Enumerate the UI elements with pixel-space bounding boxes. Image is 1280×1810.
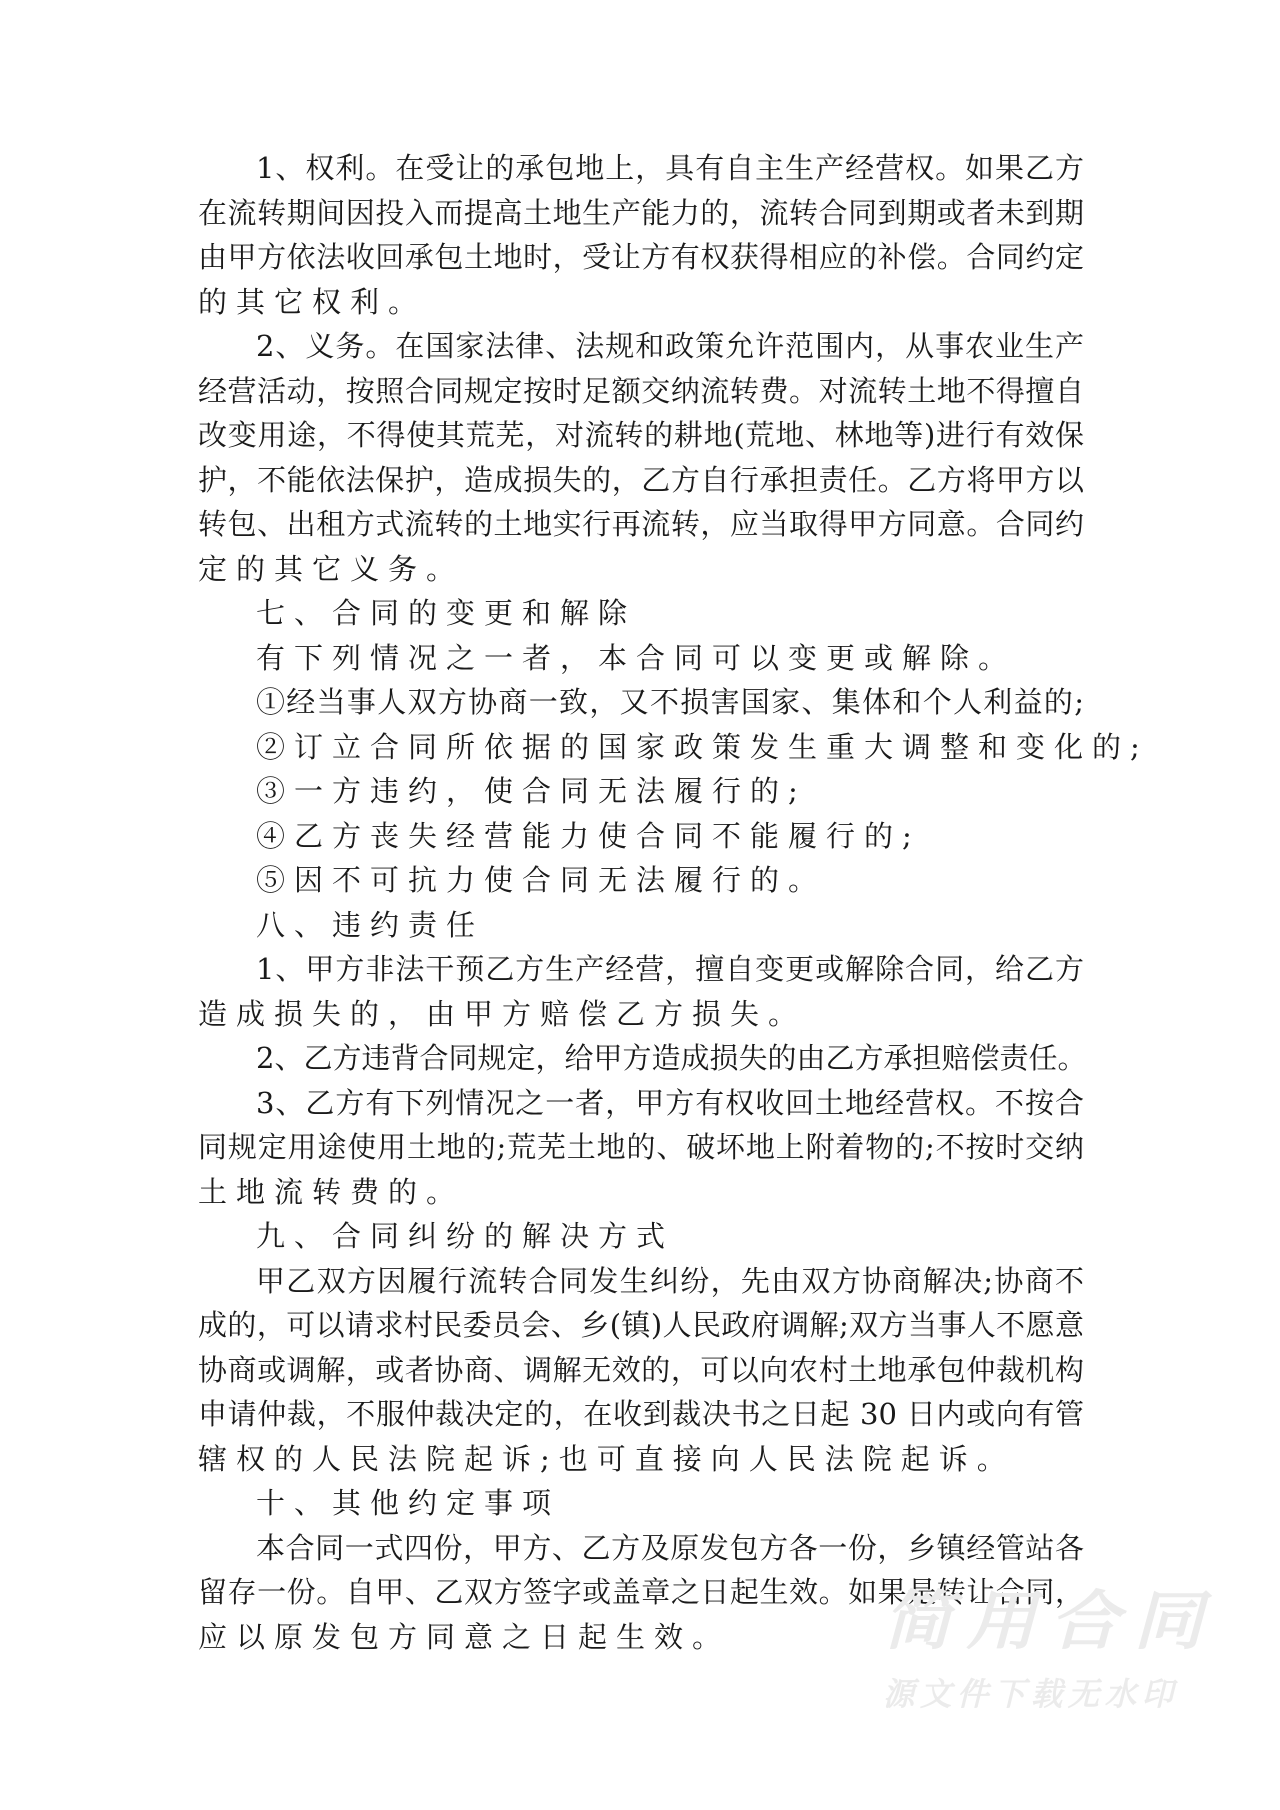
paragraph-line: 土地流转费的。 (198, 1174, 465, 1209)
list-item: ③一方违约，使合同无法履行的; (256, 774, 807, 808)
paragraph-line: 造成损失的，由甲方赔偿乙方损失。 (198, 996, 807, 1031)
section-heading: 九、合同纠纷的解决方式 (256, 1219, 675, 1253)
paragraph-line: 本合同一式四份，甲方、乙方及原发包方各一份，乡镇经管站各 (256, 1530, 1084, 1565)
paragraph-line: 2、义务。在国家法律、法规和政策允许范围内，从事农业生产 (256, 329, 1084, 363)
paragraph-line: 1、权利。在受让的承包地上，具有自主生产经营权。如果乙方 (256, 151, 1084, 185)
paragraph-line: 协商或调解，或者协商、调解无效的，可以向农村土地承包仲裁机构 (198, 1352, 1084, 1387)
paragraph-line: 留存一份。自甲、乙双方签字或盖章之日起生效。如果是转让合同， (198, 1575, 1084, 1609)
list-item: ②订立合同所依据的国家政策发生重大调整和变化的; (256, 729, 1149, 764)
paragraph-line: 护，不能依法保护，造成损失的，乙方自行承担责任。乙方将甲方以 (198, 462, 1084, 497)
section-heading: 十、其他约定事项 (256, 1486, 561, 1520)
paragraph-line: 3、乙方有下列情况之一者，甲方有权收回土地经营权。不按合 (256, 1085, 1084, 1120)
paragraph-line: 有下列情况之一者，本合同可以变更或解除。 (256, 640, 1017, 675)
paragraph-line: 在流转期间因投入而提高土地生产能力的，流转合同到期或者未到期 (198, 195, 1084, 230)
paragraph-line: 经营活动，按照合同规定按时足额交纳流转费。对流转土地不得擅自 (198, 373, 1084, 408)
paragraph-line: 应以原发包方同意之日起生效。 (198, 1619, 731, 1654)
paragraph-line: 申请仲裁，不服仲裁决定的，在收到裁决书之日起 30 日内或向有管 (198, 1397, 1084, 1431)
paragraph-line: 2、乙方违背合同规定，给甲方造成损失的由乙方承担赔偿责任。 (256, 1041, 1087, 1075)
watermark-tagline: 源文件下载无水印 (883, 1675, 1174, 1713)
section-heading: 八、违约责任 (256, 907, 485, 942)
paragraph-line: 由甲方依法收回承包土地时，受让方有权获得相应的补偿。合同约定 (198, 240, 1084, 274)
paragraph-line: 的其它权利。 (198, 284, 427, 319)
paragraph-line: 1、甲方非法干预乙方生产经营，擅自变更或解除合同，给乙方 (256, 952, 1084, 986)
contract-body (198, 146, 1149, 1659)
list-item: ①经当事人双方协商一致，又不损害国家、集体和个人利益的; (256, 685, 1084, 719)
paragraph-line: 转包、出租方式流转的土地实行再流转，应当取得甲方同意。合同约 (198, 507, 1084, 541)
list-item: ④乙方丧失经营能力使合同不能履行的; (256, 818, 921, 853)
paragraph-line: 改变用途，不得使其荒芜，对流转的耕地(荒地、林地等)进行有效保 (198, 418, 1084, 452)
section-heading: 七、合同的变更和解除 (256, 596, 637, 630)
paragraph-line: 定的其它义务。 (198, 551, 465, 586)
paragraph-line: 甲乙双方因履行流转合同发生纠纷，先由双方协商解决;协商不 (256, 1263, 1084, 1298)
paragraph-line: 成的，可以请求村民委员会、乡(镇)人民政府调解;双方当事人不愿意 (198, 1308, 1084, 1342)
paragraph-line: 同规定用途使用土地的;荒芜土地的、破坏地上附着物的;不按时交纳 (198, 1130, 1084, 1164)
list-item: ⑤因不可抗力使合同无法履行的。 (256, 863, 827, 897)
watermark-brand: 简用合同 (883, 1585, 1203, 1659)
paragraph-line: 辖权的人民法院起诉;也可直接向人民法院起诉。 (198, 1441, 1015, 1476)
